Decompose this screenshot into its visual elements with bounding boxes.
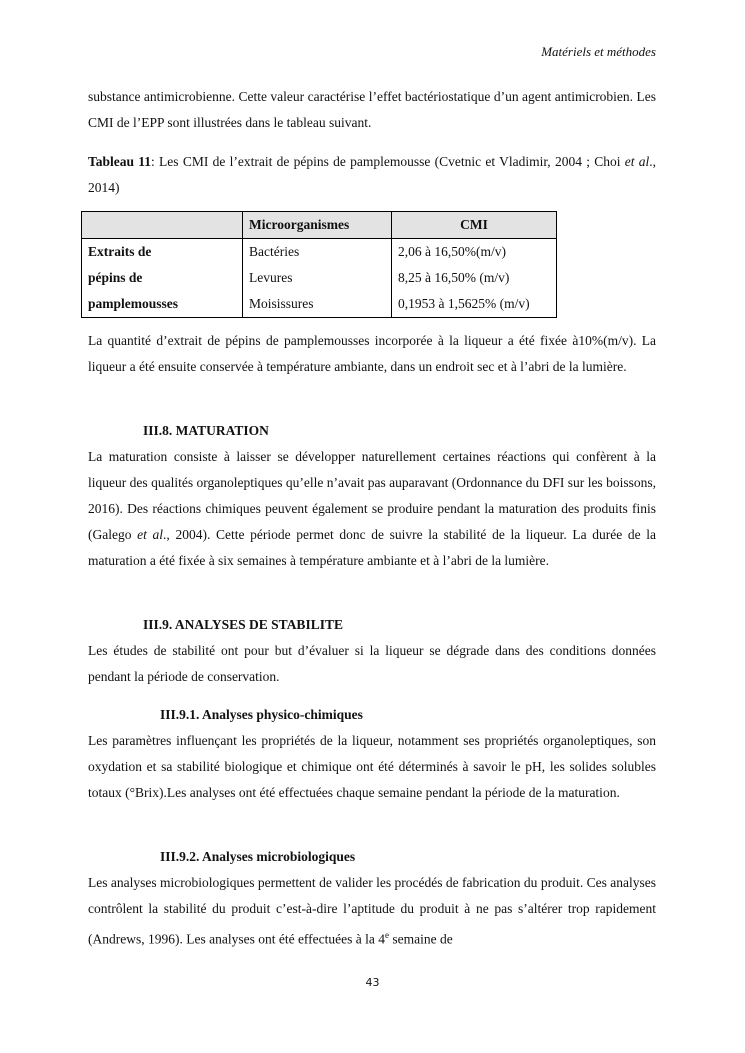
micro-paragraph-block: [88, 870, 656, 953]
micro-paragraph: [88, 870, 656, 953]
intro-paragraph: substance antimicrobienne. Cette valeur caractérise l’effet bactériostatique d’un agent antimicrobien. Les CMI de l’EPP sont illustrées dans le tableau suivant.: [88, 89, 656, 130]
stability-paragraph-block: [88, 638, 656, 690]
cmi-table: [81, 211, 557, 318]
organism-item: Levures: [249, 270, 293, 285]
stability-paragraph: Les études de stabilité ont pour but d’évaluer si la liqueur se dégrade dans des conditions données pendant la période de conservation.: [88, 643, 656, 684]
maturation-paragraph-block: [88, 444, 656, 574]
quantity-paragraph-block: [88, 328, 656, 380]
row-label-line: pamplemousses: [88, 296, 179, 311]
section-heading-maturation: III.8. MATURATION: [143, 423, 269, 438]
intro-paragraph-block: [88, 84, 656, 136]
maturation-text-2: ., 2004). Cette période permet donc de suivre la stabilité de la liqueur. La durée de la maturation a été fixée à six semaines à température ambiante et à l’abri de la lumière.: [88, 527, 657, 568]
maturation-italic: et al: [137, 527, 164, 542]
running-header: Matériels et méthodes: [541, 44, 656, 59]
micro-text-2: semaine de: [389, 931, 453, 947]
table-caption-italic: et al: [624, 154, 650, 169]
cmi-value: 8,25 à 16,50% (m/v): [398, 270, 510, 285]
table-organisms-cell: [243, 239, 392, 318]
table-row: [82, 239, 557, 318]
table-caption-block: [88, 149, 656, 201]
subsection-heading-physico: III.9.1. Analyses physico-chimiques: [160, 707, 363, 722]
table-header-empty: [82, 212, 243, 239]
row-label-line: pépins de: [88, 270, 143, 285]
organism-item: Moisissures: [249, 296, 314, 311]
quantity-paragraph: La quantité d’extrait de pépins de pamplemousses incorporée à la liqueur a été fixée à10%(m/v). La liqueur a été ensuite conservée à température ambiante, dans un endroit sec et à l’abri de la lumière.: [88, 333, 656, 374]
table-caption-label: Tableau 11: [88, 154, 152, 169]
micro-superscript: e: [385, 930, 390, 940]
table-row-label: [82, 239, 243, 318]
row-label-line: Extraits de: [88, 244, 152, 259]
table-header-organisms: Microorganismes: [243, 212, 392, 239]
section-heading-stability: III.9. ANALYSES DE STABILITE: [143, 617, 343, 632]
organism-item: Bactéries: [249, 244, 300, 259]
maturation-paragraph: [88, 444, 656, 574]
maturation-text-1: La maturation consiste à laisser se développer naturellement certaines réactions qui confèrent à la liqueur des qualités organoleptiques qu’elle n’avait pas auparavant (Ordonnance du DFI sur les boissons, 2016). Des réactions chimiques peuvent également se produire pendant la maturation des produits finis (Galego: [88, 449, 656, 542]
cmi-value: 2,06 à 16,50%(m/v): [398, 244, 506, 259]
cmi-value: 0,1953 à 1,5625% (m/v): [398, 296, 530, 311]
table-header-cmi: CMI: [392, 212, 557, 239]
table-cmi-cell: [392, 239, 557, 318]
table-header-row: [82, 212, 557, 239]
table-caption-text-2: ., 2014): [88, 154, 657, 195]
table-caption: [88, 149, 656, 201]
physico-paragraph: Les paramètres influençant les propriétés de la liqueur, notamment ses propriétés organoleptiques, son oxydation et sa stabilité biologique et chimique ont été déterminés à savoir le pH, les solides solubles totaux (°Brix).Les analyses ont été effectuées chaque semaine pendant la période de la maturation.: [88, 733, 656, 800]
subsection-heading-micro: III.9.2. Analyses microbiologiques: [160, 849, 356, 864]
physico-paragraph-block: [88, 728, 656, 806]
micro-text-1: Les analyses microbiologiques permettent de valider les procédés de fabrication du produit. Ces analyses contrôlent la stabilité du produit c’est-à-dire l’aptitude du produit à ne pas s’altérer trop rapidement (Andrews, 1996). Les analyses ont été effectuées à la 4: [88, 875, 656, 947]
table-caption-text-1: : Les CMI de l’extrait de pépins de pamplemousse (Cvetnic et Vladimir, 2004 ; Choi: [151, 154, 625, 169]
page-number: 43: [365, 976, 380, 989]
